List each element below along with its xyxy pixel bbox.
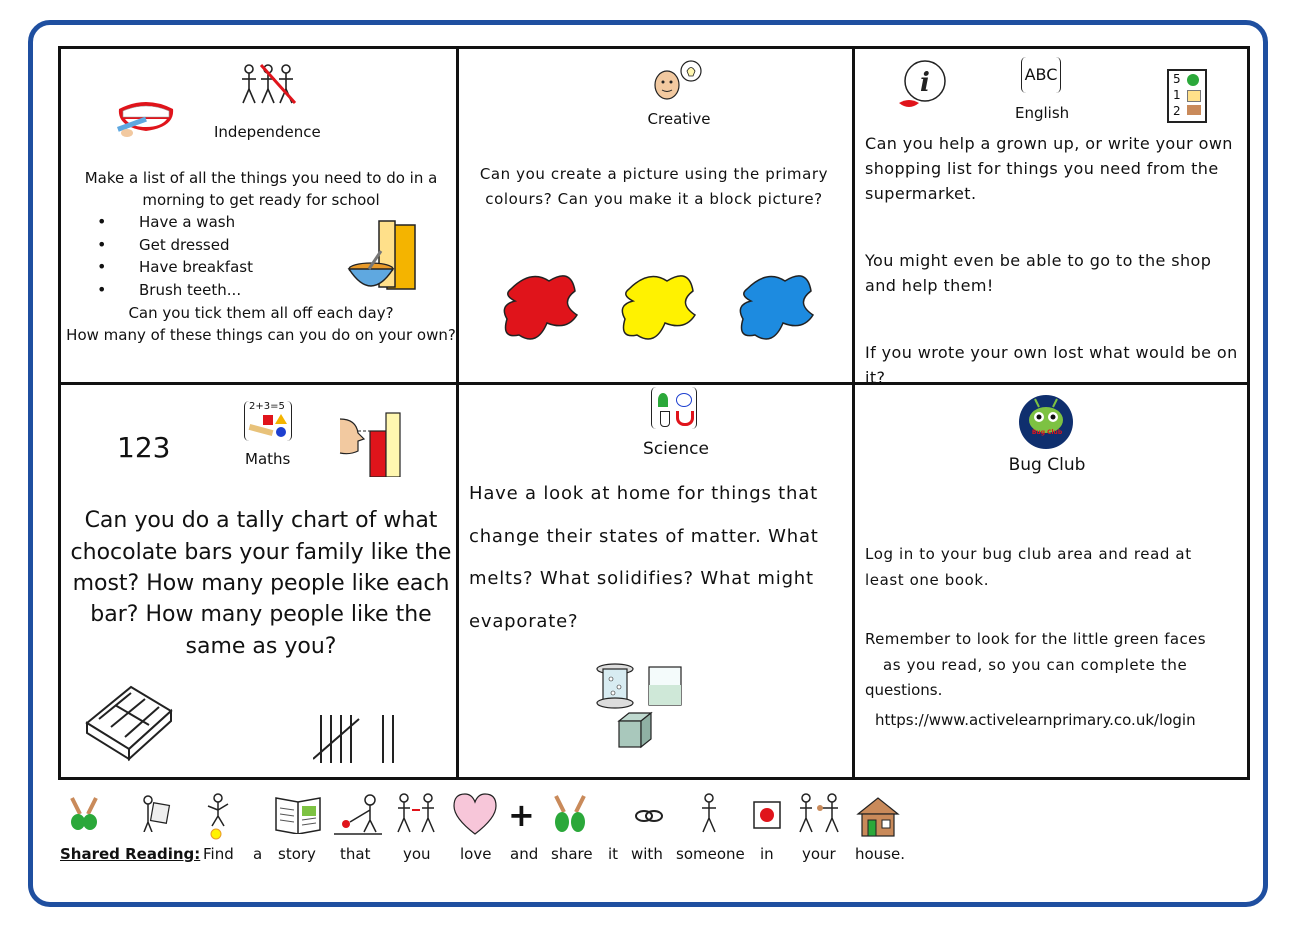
task-list [61, 213, 253, 303]
hands-icon [66, 792, 102, 832]
footer-word: love [460, 845, 492, 863]
share-icon [550, 792, 590, 838]
independence-cell [61, 49, 456, 382]
you-icon [394, 792, 438, 836]
information-icon [895, 59, 949, 113]
house-icon [856, 796, 900, 838]
yellow-paint-splat [619, 269, 699, 347]
english-p2-line-2: and help them! [865, 276, 994, 295]
in-icon [752, 800, 782, 830]
someone-icon [696, 792, 722, 836]
english-p1-line-2: shopping list for things you need from the [865, 159, 1219, 178]
blue-paint-splat [737, 269, 817, 347]
people-icon [239, 61, 297, 107]
bugclub-title: Bug Club [1008, 455, 1086, 475]
bug-club-logo [1017, 393, 1075, 451]
red-paint-splat [501, 269, 581, 347]
independence-intro-1: Make a list of all the things you need to do in a [84, 169, 438, 187]
that-icon [334, 792, 382, 836]
shared-reading-label: Shared Reading: [60, 845, 201, 863]
measuring-icon [336, 411, 404, 477]
find-icon [200, 792, 236, 840]
footer-word: house. [855, 845, 906, 863]
heart-icon [452, 792, 498, 836]
science-line-3: melts? What solidifies? What might [469, 568, 814, 589]
maths-number: 123 [117, 431, 171, 464]
english-p1-line-1: Can you help a grown up, or write your own [865, 134, 1233, 153]
shopping-list-icon: 5 1 2 [1167, 69, 1207, 123]
your-icon [796, 792, 842, 836]
list-item: • Get dressed [61, 236, 253, 259]
english-p3-line-2: it? [865, 368, 886, 382]
creative-line-2: colours? Can you make it a block picture? [485, 190, 823, 208]
reading-person-icon [138, 792, 174, 832]
footer-word: someone [676, 845, 745, 863]
activity-grid [58, 46, 1250, 780]
english-p1-line-3: supermarket. [865, 184, 977, 203]
maths-line-3: most? How many people like each [72, 571, 450, 596]
footer-word: story [278, 845, 316, 863]
tally-marks-icon [313, 715, 403, 767]
independence-intro-2: morning to get ready for school [142, 191, 380, 209]
bugclub-cell [855, 385, 1247, 777]
english-p3-line-1: If you wrote your own lost what would be on [865, 343, 1238, 362]
footer-word: with [631, 845, 663, 863]
footer-word: that [340, 845, 371, 863]
science-line-1: Have a look at home for things that [469, 483, 818, 504]
independence-question-2: How many of these things can you do on your own? [66, 326, 456, 344]
footer-word: a [253, 845, 263, 863]
teeth-brushing-icon [115, 99, 177, 141]
bugclub-p1-line-2: least one book. [865, 571, 990, 589]
footer-word: you [403, 845, 431, 863]
footer-word: in [760, 845, 774, 863]
footer-word: it [608, 845, 619, 863]
science-line-4: evaporate? [469, 611, 579, 632]
list-item: • Brush teeth... [61, 281, 253, 304]
book-icon [274, 792, 322, 834]
breakfast-icon [347, 219, 423, 297]
svg-text:i: i [920, 68, 930, 98]
chocolate-bar-icon [85, 683, 175, 763]
list-item: • Have a wash [61, 213, 253, 236]
science-line-2: change their states of matter. What [469, 526, 819, 547]
bugclub-p2-line-2: as you read, so you can complete the [883, 656, 1188, 674]
independence-title: Independence [214, 123, 321, 141]
plus-icon: + [508, 796, 535, 834]
abc-icon: ABC [1021, 57, 1061, 93]
english-cell [855, 49, 1247, 382]
maths-title: Maths [245, 450, 291, 468]
science-title: Science [643, 439, 709, 459]
creative-cell [459, 49, 852, 382]
creative-title: Creative [647, 110, 711, 128]
english-p2-line-1: You might even be able to go to the shop [865, 251, 1212, 270]
footer-word: and [510, 845, 539, 863]
bugclub-url[interactable]: https://www.activelearnprimary.co.uk/login [875, 711, 1196, 729]
states-of-matter-icon [595, 663, 687, 755]
with-icon [634, 808, 664, 824]
bugclub-p1-line-1: Log in to your bug club area and read at [865, 545, 1192, 563]
list-item: • Have breakfast [61, 258, 253, 281]
thinking-face-icon [653, 59, 705, 101]
maths-cell [61, 385, 456, 777]
bug-club-logo-text: Bug Club [1031, 429, 1063, 436]
footer-word: share [551, 845, 593, 863]
maths-line-2: chocolate bars your family like the [70, 540, 452, 565]
footer-word: Find [203, 845, 234, 863]
creative-line-1: Can you create a picture using the primary [479, 165, 829, 183]
bugclub-p2-line-1: Remember to look for the little green faces [865, 630, 1207, 648]
maths-symbols-icon: 2+3=5 [244, 401, 292, 441]
english-title: English [1015, 104, 1070, 122]
independence-question-1: Can you tick them all off each day? [128, 304, 394, 322]
science-icon [651, 387, 697, 429]
maths-line-1: Can you do a tally chart of what [84, 508, 438, 533]
maths-line-4: bar? How many people like the [90, 602, 432, 627]
science-cell [459, 385, 852, 777]
footer-word: your [802, 845, 836, 863]
bugclub-p2-line-3: questions. [865, 681, 943, 699]
maths-line-5: same as you? [185, 634, 337, 659]
